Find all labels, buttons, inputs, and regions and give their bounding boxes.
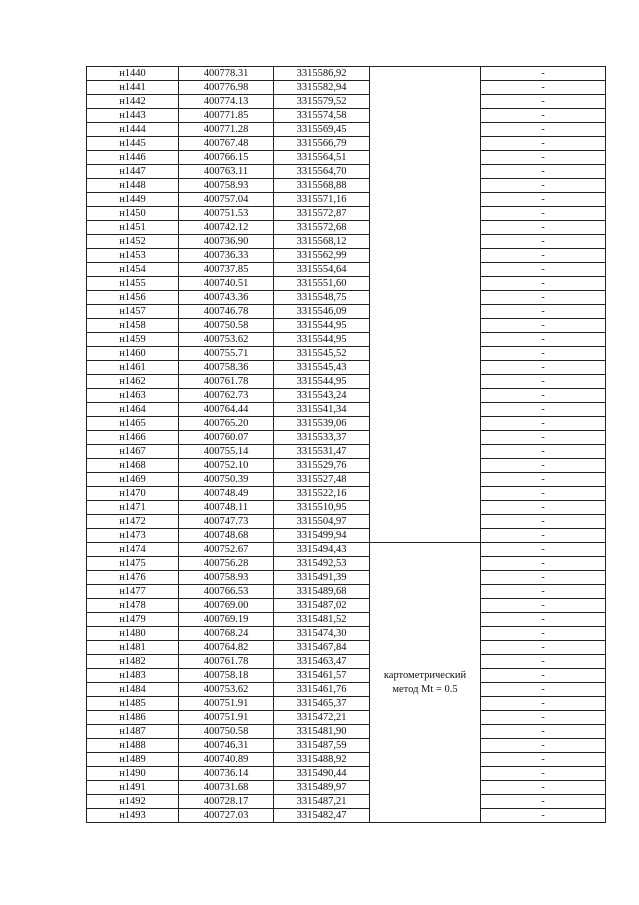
y-coordinate-cell: 3315472,21 — [274, 711, 370, 725]
mark-cell: - — [481, 291, 606, 305]
table-row — [87, 417, 606, 431]
mark-cell: - — [481, 613, 606, 627]
table-row — [87, 207, 606, 221]
y-coordinate-cell: 3315463,47 — [274, 655, 370, 669]
y-coordinate-cell: 3315572,68 — [274, 221, 370, 235]
table-row — [87, 95, 606, 109]
y-coordinate-cell: 3315481,90 — [274, 725, 370, 739]
x-coordinate-cell: 400758.93 — [179, 179, 274, 193]
y-coordinate-cell: 3315545,52 — [274, 347, 370, 361]
x-coordinate-cell: 400751.91 — [179, 697, 274, 711]
point-cell: н1458 — [87, 319, 179, 333]
x-coordinate-cell: 400736.33 — [179, 249, 274, 263]
y-coordinate-cell: 3315546,09 — [274, 305, 370, 319]
x-coordinate-cell: 400758.36 — [179, 361, 274, 375]
x-coordinate-cell: 400771.85 — [179, 109, 274, 123]
x-coordinate-cell: 400767.48 — [179, 137, 274, 151]
table-row — [87, 767, 606, 781]
table-row — [87, 221, 606, 235]
point-cell: н1466 — [87, 431, 179, 445]
point-cell: н1446 — [87, 151, 179, 165]
x-coordinate-cell: 400766.53 — [179, 585, 274, 599]
x-coordinate-cell: 400755.14 — [179, 445, 274, 459]
y-coordinate-cell: 3315489,68 — [274, 585, 370, 599]
x-coordinate-cell: 400751.91 — [179, 711, 274, 725]
y-coordinate-cell: 3315491,39 — [274, 571, 370, 585]
x-coordinate-cell: 400731.68 — [179, 781, 274, 795]
mark-cell: - — [481, 221, 606, 235]
point-cell: н1463 — [87, 389, 179, 403]
table-row — [87, 599, 606, 613]
table-row — [87, 263, 606, 277]
x-coordinate-cell: 400771.28 — [179, 123, 274, 137]
point-cell: н1481 — [87, 641, 179, 655]
y-coordinate-cell: 3315487,02 — [274, 599, 370, 613]
mark-cell: - — [481, 515, 606, 529]
y-coordinate-cell: 3315488,92 — [274, 753, 370, 767]
point-cell: н1448 — [87, 179, 179, 193]
mark-cell: - — [481, 431, 606, 445]
y-coordinate-cell: 3315533,37 — [274, 431, 370, 445]
table-row — [87, 697, 606, 711]
table-row — [87, 445, 606, 459]
point-cell: н1451 — [87, 221, 179, 235]
x-coordinate-cell: 400746.31 — [179, 739, 274, 753]
table-row — [87, 571, 606, 585]
point-cell: н1467 — [87, 445, 179, 459]
table-row — [87, 473, 606, 487]
y-coordinate-cell: 3315481,52 — [274, 613, 370, 627]
point-cell: н1444 — [87, 123, 179, 137]
x-coordinate-cell: 400758.18 — [179, 669, 274, 683]
point-cell: н1485 — [87, 697, 179, 711]
mark-cell: - — [481, 277, 606, 291]
y-coordinate-cell: 3315566,79 — [274, 137, 370, 151]
y-coordinate-cell: 3315531,47 — [274, 445, 370, 459]
x-coordinate-cell: 400769.00 — [179, 599, 274, 613]
mark-cell: - — [481, 361, 606, 375]
x-coordinate-cell: 400747.73 — [179, 515, 274, 529]
x-coordinate-cell: 400768.24 — [179, 627, 274, 641]
point-cell: н1459 — [87, 333, 179, 347]
table-row — [87, 291, 606, 305]
table-row — [87, 613, 606, 627]
mark-cell: - — [481, 585, 606, 599]
y-coordinate-cell: 3315543,24 — [274, 389, 370, 403]
table-row — [87, 711, 606, 725]
x-coordinate-cell: 400752.67 — [179, 543, 274, 557]
point-cell: н1493 — [87, 809, 179, 823]
table-row — [87, 655, 606, 669]
mark-cell: - — [481, 697, 606, 711]
table-row — [87, 319, 606, 333]
table-row — [87, 347, 606, 361]
table-row — [87, 781, 606, 795]
y-coordinate-cell: 3315461,76 — [274, 683, 370, 697]
table-row — [87, 375, 606, 389]
x-coordinate-cell: 400763.11 — [179, 165, 274, 179]
table-row — [87, 403, 606, 417]
x-coordinate-cell: 400758.93 — [179, 571, 274, 585]
mark-cell: - — [481, 319, 606, 333]
y-coordinate-cell: 3315474,30 — [274, 627, 370, 641]
point-cell: н1473 — [87, 529, 179, 543]
mark-cell: - — [481, 403, 606, 417]
table-row — [87, 501, 606, 515]
x-coordinate-cell: 400748.49 — [179, 487, 274, 501]
mark-cell: - — [481, 669, 606, 683]
table-row — [87, 333, 606, 347]
point-cell: н1457 — [87, 305, 179, 319]
mark-cell: - — [481, 81, 606, 95]
y-coordinate-cell: 3315564,70 — [274, 165, 370, 179]
x-coordinate-cell: 400750.39 — [179, 473, 274, 487]
y-coordinate-cell: 3315510,95 — [274, 501, 370, 515]
x-coordinate-cell: 400737.85 — [179, 263, 274, 277]
x-coordinate-cell: 400740.51 — [179, 277, 274, 291]
coordinates-table-body — [87, 67, 606, 823]
table-row — [87, 277, 606, 291]
mark-cell: - — [481, 95, 606, 109]
table-row — [87, 627, 606, 641]
y-coordinate-cell: 3315545,43 — [274, 361, 370, 375]
x-coordinate-cell: 400728.17 — [179, 795, 274, 809]
table-row — [87, 137, 606, 151]
mark-cell: - — [481, 109, 606, 123]
y-coordinate-cell: 3315574,58 — [274, 109, 370, 123]
point-cell: н1445 — [87, 137, 179, 151]
point-cell: н1484 — [87, 683, 179, 697]
table-row — [87, 165, 606, 179]
y-coordinate-cell: 3315571,16 — [274, 193, 370, 207]
method-cell: картометрический метод Mt = 0.5 — [370, 543, 481, 823]
x-coordinate-cell: 400748.11 — [179, 501, 274, 515]
table-row — [87, 809, 606, 823]
x-coordinate-cell: 400774.13 — [179, 95, 274, 109]
y-coordinate-cell: 3315487,21 — [274, 795, 370, 809]
x-coordinate-cell: 400740.89 — [179, 753, 274, 767]
x-coordinate-cell: 400756.28 — [179, 557, 274, 571]
table-row — [87, 487, 606, 501]
mark-cell: - — [481, 739, 606, 753]
x-coordinate-cell: 400764.82 — [179, 641, 274, 655]
y-coordinate-cell: 3315564,51 — [274, 151, 370, 165]
coordinates-table — [86, 66, 606, 823]
point-cell: н1476 — [87, 571, 179, 585]
x-coordinate-cell: 400778.31 — [179, 67, 274, 81]
table-row — [87, 739, 606, 753]
x-coordinate-cell: 400762.73 — [179, 389, 274, 403]
table-row — [87, 753, 606, 767]
y-coordinate-cell: 3315551,60 — [274, 277, 370, 291]
table-row — [87, 249, 606, 263]
y-coordinate-cell: 3315586,92 — [274, 67, 370, 81]
y-coordinate-cell: 3315568,88 — [274, 179, 370, 193]
y-coordinate-cell: 3315529,76 — [274, 459, 370, 473]
point-cell: н1486 — [87, 711, 179, 725]
mark-cell: - — [481, 151, 606, 165]
x-coordinate-cell: 400769.19 — [179, 613, 274, 627]
mark-cell: - — [481, 809, 606, 823]
point-cell: н1453 — [87, 249, 179, 263]
y-coordinate-cell: 3315492,53 — [274, 557, 370, 571]
x-coordinate-cell: 400757.04 — [179, 193, 274, 207]
method-cell-top — [370, 67, 481, 543]
x-coordinate-cell: 400742.12 — [179, 221, 274, 235]
y-coordinate-cell: 3315499,94 — [274, 529, 370, 543]
point-cell: н1455 — [87, 277, 179, 291]
point-cell: н1456 — [87, 291, 179, 305]
y-coordinate-cell: 3315522,16 — [274, 487, 370, 501]
table-row — [87, 641, 606, 655]
x-coordinate-cell: 400748.68 — [179, 529, 274, 543]
table-row — [87, 389, 606, 403]
mark-cell: - — [481, 417, 606, 431]
table-row — [87, 109, 606, 123]
point-cell: н1480 — [87, 627, 179, 641]
y-coordinate-cell: 3315461,57 — [274, 669, 370, 683]
table-row — [87, 683, 606, 697]
mark-cell: - — [481, 445, 606, 459]
table-row — [87, 81, 606, 95]
y-coordinate-cell: 3315467,84 — [274, 641, 370, 655]
point-cell: н1470 — [87, 487, 179, 501]
x-coordinate-cell: 400755.71 — [179, 347, 274, 361]
mark-cell: - — [481, 137, 606, 151]
point-cell: н1452 — [87, 235, 179, 249]
y-coordinate-cell: 3315569,45 — [274, 123, 370, 137]
point-cell: н1482 — [87, 655, 179, 669]
point-cell: н1447 — [87, 165, 179, 179]
table-row — [87, 543, 606, 557]
x-coordinate-cell: 400750.58 — [179, 725, 274, 739]
x-coordinate-cell: 400764.44 — [179, 403, 274, 417]
x-coordinate-cell: 400743.36 — [179, 291, 274, 305]
point-cell: н1492 — [87, 795, 179, 809]
y-coordinate-cell: 3315582,94 — [274, 81, 370, 95]
table-row — [87, 305, 606, 319]
point-cell: н1462 — [87, 375, 179, 389]
mark-cell: - — [481, 67, 606, 81]
mark-cell: - — [481, 193, 606, 207]
mark-cell: - — [481, 179, 606, 193]
table-row — [87, 361, 606, 375]
mark-cell: - — [481, 263, 606, 277]
mark-cell: - — [481, 683, 606, 697]
mark-cell: - — [481, 207, 606, 221]
x-coordinate-cell: 400760.07 — [179, 431, 274, 445]
point-cell: н1474 — [87, 543, 179, 557]
point-cell: н1449 — [87, 193, 179, 207]
point-cell: н1461 — [87, 361, 179, 375]
x-coordinate-cell: 400753.62 — [179, 333, 274, 347]
point-cell: н1478 — [87, 599, 179, 613]
point-cell: н1490 — [87, 767, 179, 781]
mark-cell: - — [481, 249, 606, 263]
point-cell: н1489 — [87, 753, 179, 767]
point-cell: н1465 — [87, 417, 179, 431]
point-cell: н1450 — [87, 207, 179, 221]
table-row — [87, 557, 606, 571]
table-row — [87, 585, 606, 599]
mark-cell: - — [481, 459, 606, 473]
table-row — [87, 431, 606, 445]
table-row — [87, 151, 606, 165]
mark-cell: - — [481, 753, 606, 767]
mark-cell: - — [481, 781, 606, 795]
y-coordinate-cell: 3315489,97 — [274, 781, 370, 795]
y-coordinate-cell: 3315544,95 — [274, 375, 370, 389]
point-cell: н1440 — [87, 67, 179, 81]
x-coordinate-cell: 400750.58 — [179, 319, 274, 333]
mark-cell: - — [481, 655, 606, 669]
mark-cell: - — [481, 123, 606, 137]
mark-cell: - — [481, 571, 606, 585]
mark-cell: - — [481, 711, 606, 725]
mark-cell: - — [481, 627, 606, 641]
point-cell: н1454 — [87, 263, 179, 277]
y-coordinate-cell: 3315548,75 — [274, 291, 370, 305]
table-row — [87, 515, 606, 529]
y-coordinate-cell: 3315494,43 — [274, 543, 370, 557]
mark-cell: - — [481, 375, 606, 389]
point-cell: н1487 — [87, 725, 179, 739]
mark-cell: - — [481, 557, 606, 571]
mark-cell: - — [481, 641, 606, 655]
y-coordinate-cell: 3315465,37 — [274, 697, 370, 711]
point-cell: н1475 — [87, 557, 179, 571]
y-coordinate-cell: 3315544,95 — [274, 319, 370, 333]
point-cell: н1464 — [87, 403, 179, 417]
y-coordinate-cell: 3315562,99 — [274, 249, 370, 263]
mark-cell: - — [481, 599, 606, 613]
x-coordinate-cell: 400776.98 — [179, 81, 274, 95]
point-cell: н1469 — [87, 473, 179, 487]
point-cell: н1479 — [87, 613, 179, 627]
y-coordinate-cell: 3315579,52 — [274, 95, 370, 109]
point-cell: н1471 — [87, 501, 179, 515]
mark-cell: - — [481, 543, 606, 557]
mark-cell: - — [481, 767, 606, 781]
point-cell: н1468 — [87, 459, 179, 473]
table-row — [87, 67, 606, 81]
y-coordinate-cell: 3315572,87 — [274, 207, 370, 221]
mark-cell: - — [481, 473, 606, 487]
mark-cell: - — [481, 347, 606, 361]
mark-cell: - — [481, 389, 606, 403]
mark-cell: - — [481, 501, 606, 515]
point-cell: н1441 — [87, 81, 179, 95]
y-coordinate-cell: 3315527,48 — [274, 473, 370, 487]
table-row — [87, 669, 606, 683]
mark-cell: - — [481, 333, 606, 347]
point-cell: н1460 — [87, 347, 179, 361]
table-row — [87, 123, 606, 137]
y-coordinate-cell: 3315544,95 — [274, 333, 370, 347]
mark-cell: - — [481, 305, 606, 319]
x-coordinate-cell: 400753.62 — [179, 683, 274, 697]
mark-cell: - — [481, 725, 606, 739]
x-coordinate-cell: 400746.78 — [179, 305, 274, 319]
y-coordinate-cell: 3315541,34 — [274, 403, 370, 417]
x-coordinate-cell: 400761.78 — [179, 375, 274, 389]
x-coordinate-cell: 400736.14 — [179, 767, 274, 781]
mark-cell: - — [481, 235, 606, 249]
y-coordinate-cell: 3315554,64 — [274, 263, 370, 277]
table-row — [87, 193, 606, 207]
x-coordinate-cell: 400752.10 — [179, 459, 274, 473]
x-coordinate-cell: 400727.03 — [179, 809, 274, 823]
x-coordinate-cell: 400736.90 — [179, 235, 274, 249]
point-cell: н1483 — [87, 669, 179, 683]
point-cell: н1442 — [87, 95, 179, 109]
x-coordinate-cell: 400751.53 — [179, 207, 274, 221]
mark-cell: - — [481, 487, 606, 501]
x-coordinate-cell: 400766.15 — [179, 151, 274, 165]
point-cell: н1477 — [87, 585, 179, 599]
point-cell: н1488 — [87, 739, 179, 753]
point-cell: н1443 — [87, 109, 179, 123]
table-row — [87, 725, 606, 739]
mark-cell: - — [481, 165, 606, 179]
y-coordinate-cell: 3315539,06 — [274, 417, 370, 431]
table-row — [87, 795, 606, 809]
table-row — [87, 529, 606, 543]
point-cell: н1491 — [87, 781, 179, 795]
table-row — [87, 459, 606, 473]
mark-cell: - — [481, 795, 606, 809]
y-coordinate-cell: 3315487,59 — [274, 739, 370, 753]
y-coordinate-cell: 3315568,12 — [274, 235, 370, 249]
table-row — [87, 179, 606, 193]
y-coordinate-cell: 3315504,97 — [274, 515, 370, 529]
y-coordinate-cell: 3315482,47 — [274, 809, 370, 823]
x-coordinate-cell: 400765.20 — [179, 417, 274, 431]
y-coordinate-cell: 3315490,44 — [274, 767, 370, 781]
table-row — [87, 235, 606, 249]
mark-cell: - — [481, 529, 606, 543]
point-cell: н1472 — [87, 515, 179, 529]
x-coordinate-cell: 400761.78 — [179, 655, 274, 669]
